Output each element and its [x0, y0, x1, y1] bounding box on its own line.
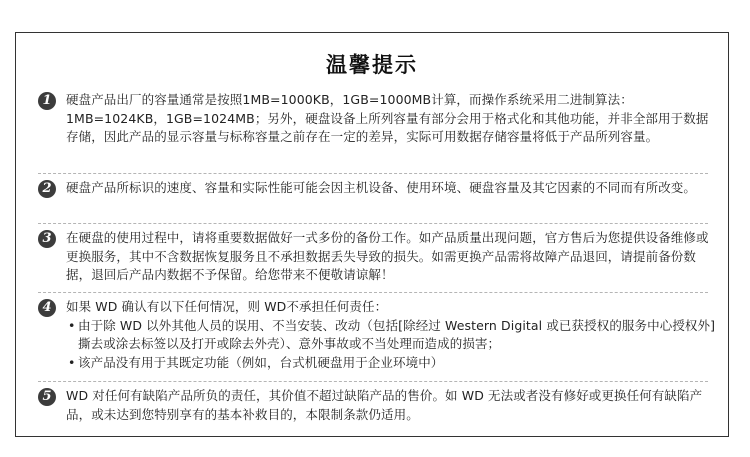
divider	[38, 381, 708, 382]
notice-item-4	[38, 298, 718, 372]
notice-item-3	[38, 229, 718, 285]
notice-item-1	[38, 91, 718, 147]
notice-item-4-text	[66, 298, 718, 372]
bullet-item-1: • 由于除 WD 以外其他人员的误用、不当安装、改动（包括[除经过 Western Digital 或已获授权的服务中心授权外]撕去或涂去标签以及打开或除去外壳）、意外事故或不当处理而造成的损害；	[66, 317, 718, 354]
divider	[38, 173, 708, 174]
number-badge-4: 4	[38, 299, 56, 317]
notice-item-5	[38, 387, 718, 424]
notice-box	[15, 32, 729, 437]
number-badge-5: 5	[38, 388, 56, 406]
number-badge-1: 1	[38, 92, 56, 110]
notice-item-2	[38, 179, 718, 198]
divider	[38, 292, 708, 293]
notice-item-5-text: WD 对任何有缺陷产品所负的责任，其价值不超过缺陷产品的售价。如 WD 无法或者没有修好或更换任何有缺陷产品，或未达到您特别享有的基本补救目的，本限制条款仍适用。	[66, 388, 703, 422]
notice-item-4-intro: 如果 WD 确认有以下任何情况，则 WD不承担任何责任：	[66, 299, 388, 314]
number-badge-3: 3	[38, 230, 56, 248]
notice-item-3-text: 在硬盘的使用过程中，请将重要数据做好一式多份的备份工作。如产品质量出现问题，官方售后为您提供设备维修或更换服务，其中不含数据恢复服务且不承担数据丢失导致的损失。如需更换产品需将故障产品退回，请提前备份数据，退回后产品内数据不予保留。给您带来不便敬请谅解！	[66, 230, 709, 282]
notice-item-2-text: 硬盘产品所标识的速度、容量和实际性能可能会因主机设备、使用环境、硬盘容量及其它因素的不同而有所改变。	[66, 180, 697, 195]
notice-item-1-text: 硬盘产品出厂的容量通常是按照1MB=1000KB，1GB=1000MB计算，而操作系统采用二进制算法：1MB=1024KB，1GB=1024MB；另外，硬盘设备上所列容量有部分会用于格式化和其他功能，并非全部用于数据存储，因此产品的显示容量与标称容量之前存在一定的差异，实际可用数据存储容量将低于产品所列容量。	[66, 92, 709, 144]
bullet-item-2: • 该产品没有用于其既定功能（例如，台式机硬盘用于企业环境中）	[66, 354, 718, 373]
bullet-list	[66, 317, 718, 373]
page-title: 温馨提示	[326, 53, 418, 77]
number-badge-2: 2	[38, 180, 56, 198]
divider	[38, 223, 708, 224]
